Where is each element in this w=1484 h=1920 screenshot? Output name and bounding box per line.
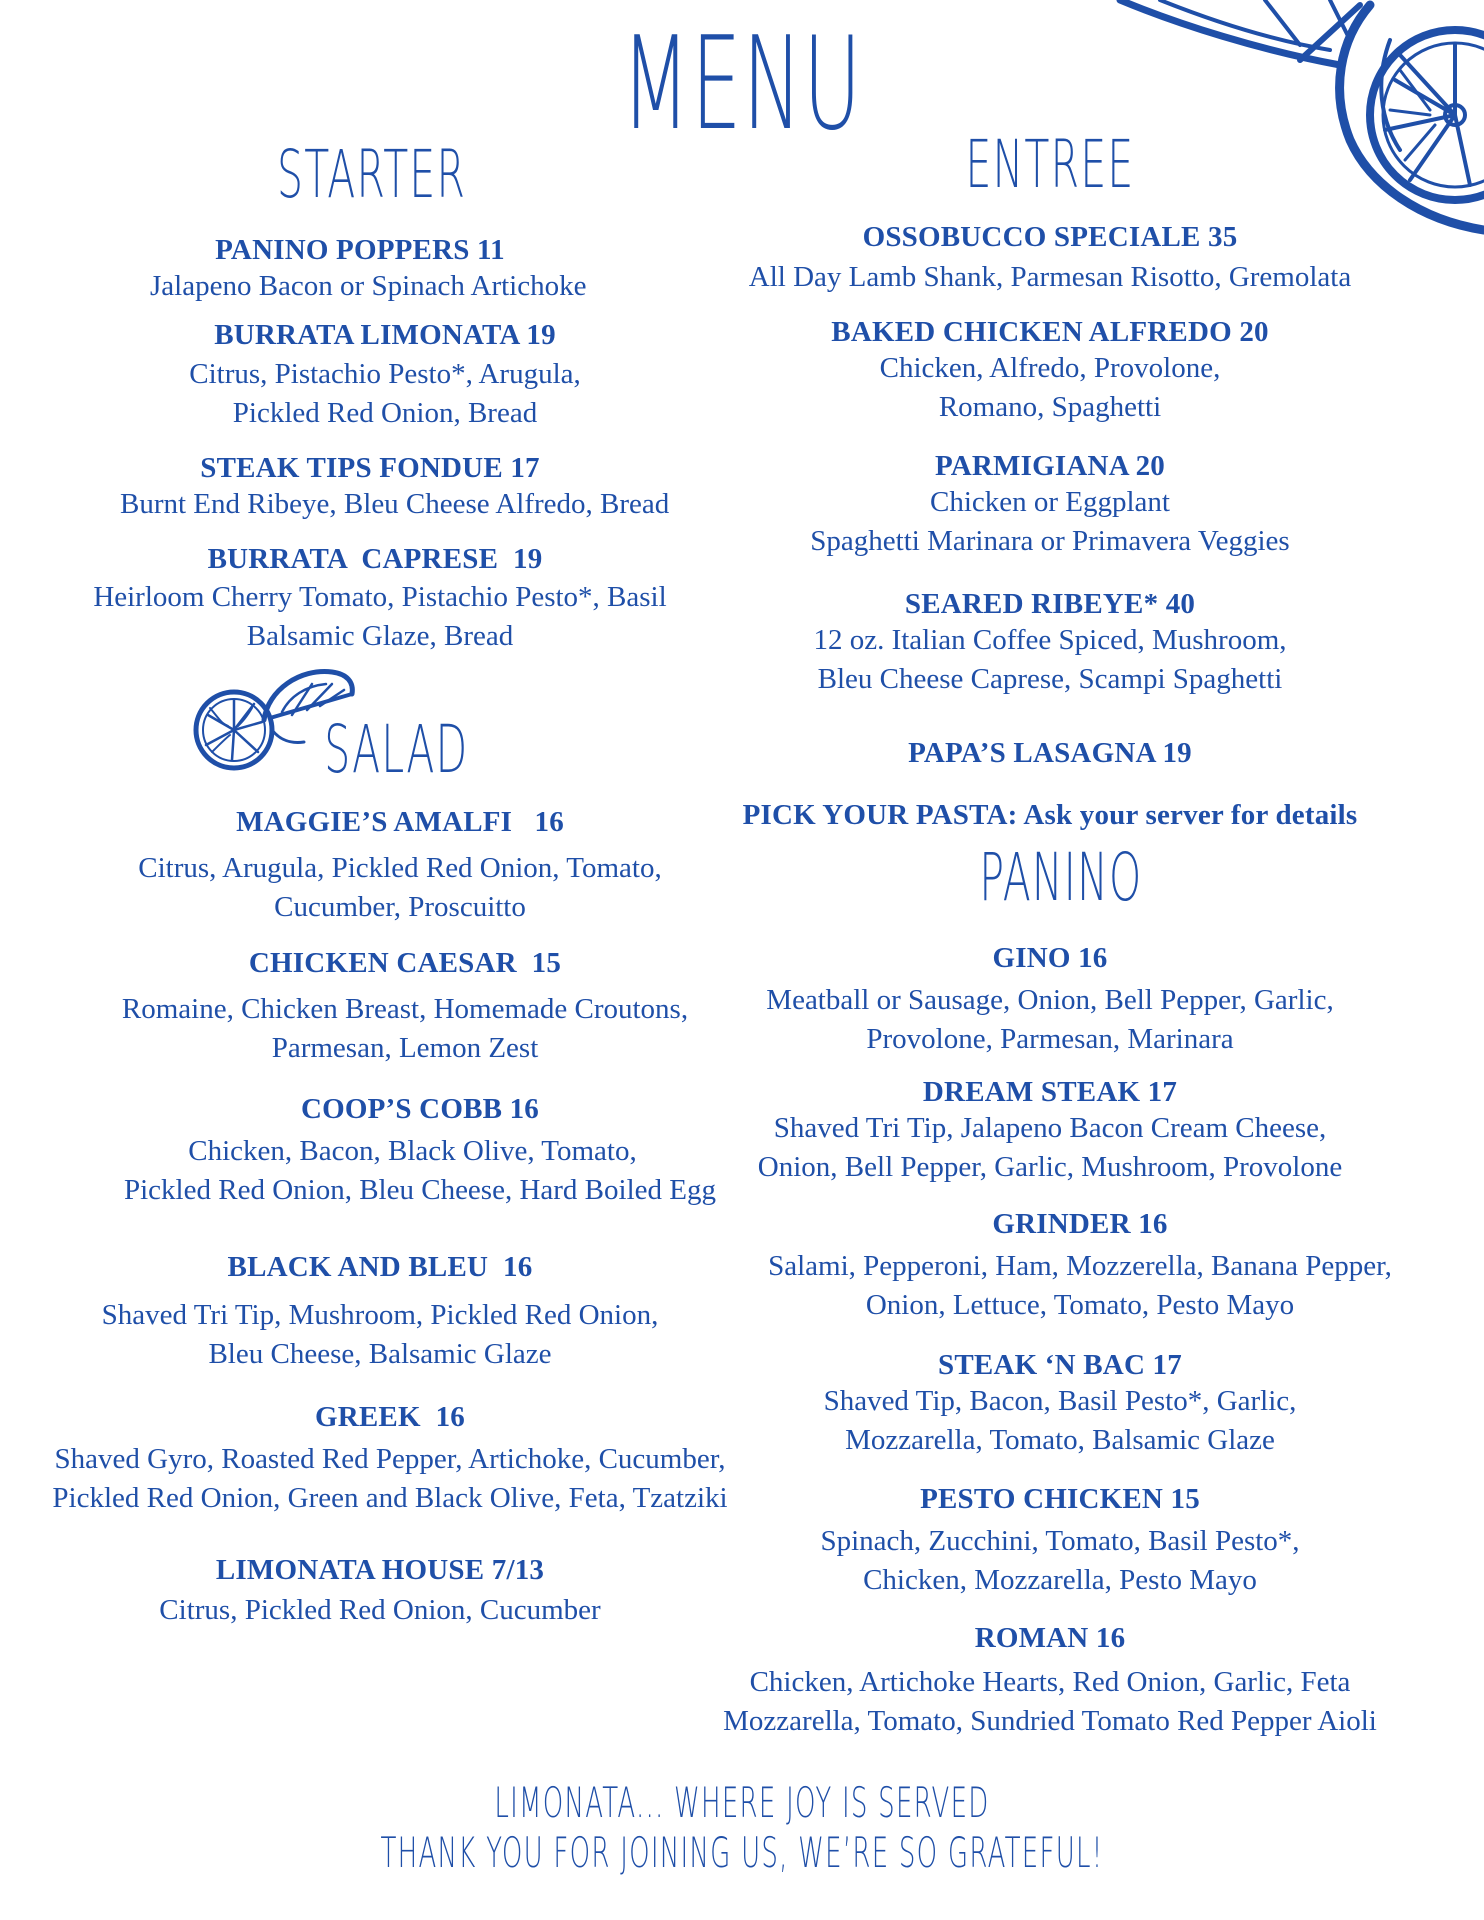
panino-item <box>790 1348 1330 1460</box>
item-name: GINO 16 <box>992 942 1108 974</box>
entree-item <box>730 220 1370 297</box>
item-desc-line: All Day Lamb Shank, Parmesan Risotto, Gremolata <box>748 261 1352 293</box>
starter-item <box>150 233 587 306</box>
panino-item <box>760 941 1340 1059</box>
item-desc-line: Chicken, Alfredo, Provolone, <box>879 352 1221 384</box>
item-desc-line: Citrus, Pickled Red Onion, Cucumber <box>159 1594 601 1626</box>
salad-item <box>90 946 720 1068</box>
item-desc-line: Chicken, Bacon, Black Olive, Tomato, <box>188 1135 637 1167</box>
item-name: PANINO POPPERS 11 <box>215 234 505 266</box>
item-name: BURRATA CAPRESE 19 <box>207 543 543 575</box>
section-heading-entree: ENTREE <box>965 126 1135 203</box>
footer-tagline: LIMONATA... WHERE JOY IS SERVED <box>494 1778 990 1827</box>
item-name: STEAK TIPS FONDUE 17 <box>200 452 540 484</box>
item-desc-line: Onion, Bell Pepper, Garlic, Mushroom, Provolone <box>757 1151 1343 1183</box>
item-name: CHICKEN CAESAR 15 <box>248 947 562 979</box>
item-name: BLACK AND BLEU 16 <box>227 1251 533 1283</box>
item-desc-line: Shaved Tri Tip, Jalapeno Bacon Cream Cheese, <box>773 1112 1327 1144</box>
starter-item-desc <box>60 578 700 656</box>
item-name: GRINDER 16 <box>992 1208 1168 1240</box>
item-desc-line: Chicken or Eggplant <box>929 486 1170 518</box>
item-desc-line: Chicken, Mozzarella, Pesto Mayo <box>863 1564 1257 1596</box>
section-heading-salad: SALAD <box>324 711 469 788</box>
item-name: COOP’S COBB 16 <box>300 1093 540 1125</box>
entree-item <box>720 798 1380 832</box>
item-desc-line: Chicken, Artichoke Hearts, Red Onion, Garlic, Feta <box>749 1666 1351 1698</box>
salad-item <box>100 1553 660 1630</box>
item-name: MAGGIE’S AMALFI 16 <box>236 806 564 838</box>
item-name: SEARED RIBEYE* 40 <box>904 588 1196 620</box>
item-desc-line: Heirloom Cherry Tomato, Pistachio Pesto*, Basil <box>93 581 667 613</box>
item-desc-line: Shaved Gyro, Roasted Red Pepper, Artichoke, Cucumber, <box>54 1443 726 1475</box>
item-name: GREEK 16 <box>314 1401 466 1433</box>
item-desc-line: Cucumber, Proscuitto <box>274 891 526 923</box>
panino-item <box>740 1075 1360 1187</box>
item-name: LIMONATA HOUSE 7/13 <box>215 1554 545 1586</box>
panino-item <box>790 1482 1330 1600</box>
section-heading-panino: PANINO <box>979 839 1143 916</box>
salad-item <box>80 1250 680 1374</box>
entree-item <box>780 315 1320 427</box>
item-desc-line: Pickled Red Onion, Green and Black Olive, Feta, Tzatziki <box>52 1482 728 1514</box>
starter-item <box>180 542 570 576</box>
item-desc-line: Salami, Pepperoni, Ham, Mozzerella, Banana Pepper, <box>768 1250 1392 1282</box>
item-name: PESTO CHICKEN 15 <box>920 1483 1200 1515</box>
item-desc-line: Bleu Cheese, Balsamic Glaze <box>208 1338 552 1370</box>
item-desc-line: Spinach, Zucchini, Tomato, Basil Pesto*, <box>820 1525 1300 1557</box>
item-desc-line: Burnt End Ribeye, Bleu Cheese Alfredo, Bread <box>120 488 670 520</box>
item-desc-line: Balsamic Glaze, Bread <box>246 620 514 652</box>
menu-title: MENU <box>621 10 863 159</box>
item-desc-line: Meatball or Sausage, Onion, Bell Pepper, Garlic, <box>766 984 1334 1016</box>
salad-item <box>100 805 700 927</box>
item-desc-line: Citrus, Arugula, Pickled Red Onion, Tomato, <box>138 852 662 884</box>
item-desc-line: Parmesan, Lemon Zest <box>271 1032 539 1064</box>
panino-item <box>740 1207 1420 1325</box>
item-name: ROMAN 16 <box>974 1622 1126 1654</box>
starter-item <box>120 451 670 524</box>
footer-thanks: THANK YOU FOR JOINING US, WE’RE SO GRATEFUL! <box>380 1828 1104 1877</box>
item-desc-line: Pickled Red Onion, Bread <box>232 397 538 429</box>
entree-item <box>850 736 1250 770</box>
item-desc-line: Shaved Tri Tip, Mushroom, Pickled Red Onion, <box>101 1299 659 1331</box>
item-name: BURRATA LIMONATA 19 <box>214 319 556 351</box>
item-name: BAKED CHICKEN ALFREDO 20 <box>831 316 1269 348</box>
item-desc-line: Shaved Tip, Bacon, Basil Pesto*, Garlic, <box>823 1385 1297 1417</box>
item-desc-line: Citrus, Pistachio Pesto*, Arugula, <box>189 358 581 390</box>
item-desc-line: Mozzarella, Tomato, Sundried Tomato Red Pepper Aioli <box>723 1705 1377 1737</box>
entree-item <box>780 587 1320 699</box>
item-desc-line: Pickled Red Onion, Bleu Cheese, Hard Boiled Egg <box>124 1174 716 1206</box>
salad-item <box>90 1092 750 1210</box>
entree-item <box>760 449 1340 561</box>
item-desc-line: Provolone, Parmesan, Marinara <box>866 1023 1234 1055</box>
item-name: STEAK ‘N BAC 17 <box>938 1349 1182 1381</box>
item-desc-line: Mozzarella, Tomato, Balsamic Glaze <box>845 1424 1275 1456</box>
starter-item <box>145 318 625 433</box>
item-desc-line: Romaine, Chicken Breast, Homemade Croutons, <box>121 993 689 1025</box>
item-name: PARMIGIANA 20 <box>934 450 1166 482</box>
item-name: PAPA’S LASAGNA 19 <box>908 737 1192 769</box>
item-desc-line: Spaghetti Marinara or Primavera Veggies <box>810 525 1290 557</box>
panino-item <box>690 1621 1410 1741</box>
section-heading-starter: STARTER <box>277 136 467 213</box>
item-name: DREAM STEAK 17 <box>922 1076 1178 1108</box>
item-name: OSSOBUCCO SPECIALE 35 <box>862 221 1238 253</box>
item-desc-line: Jalapeno Bacon or Spinach Artichoke <box>150 270 587 302</box>
item-name: PICK YOUR PASTA: Ask your server for details <box>742 799 1358 831</box>
item-desc-line: 12 oz. Italian Coffee Spiced, Mushroom, <box>813 624 1287 656</box>
item-desc-line: Romano, Spaghetti <box>938 391 1162 423</box>
salad-item <box>30 1400 750 1518</box>
item-desc-line: Onion, Lettuce, Tomato, Pesto Mayo <box>865 1289 1295 1321</box>
item-desc-line: Bleu Cheese Caprese, Scampi Spaghetti <box>817 663 1283 695</box>
